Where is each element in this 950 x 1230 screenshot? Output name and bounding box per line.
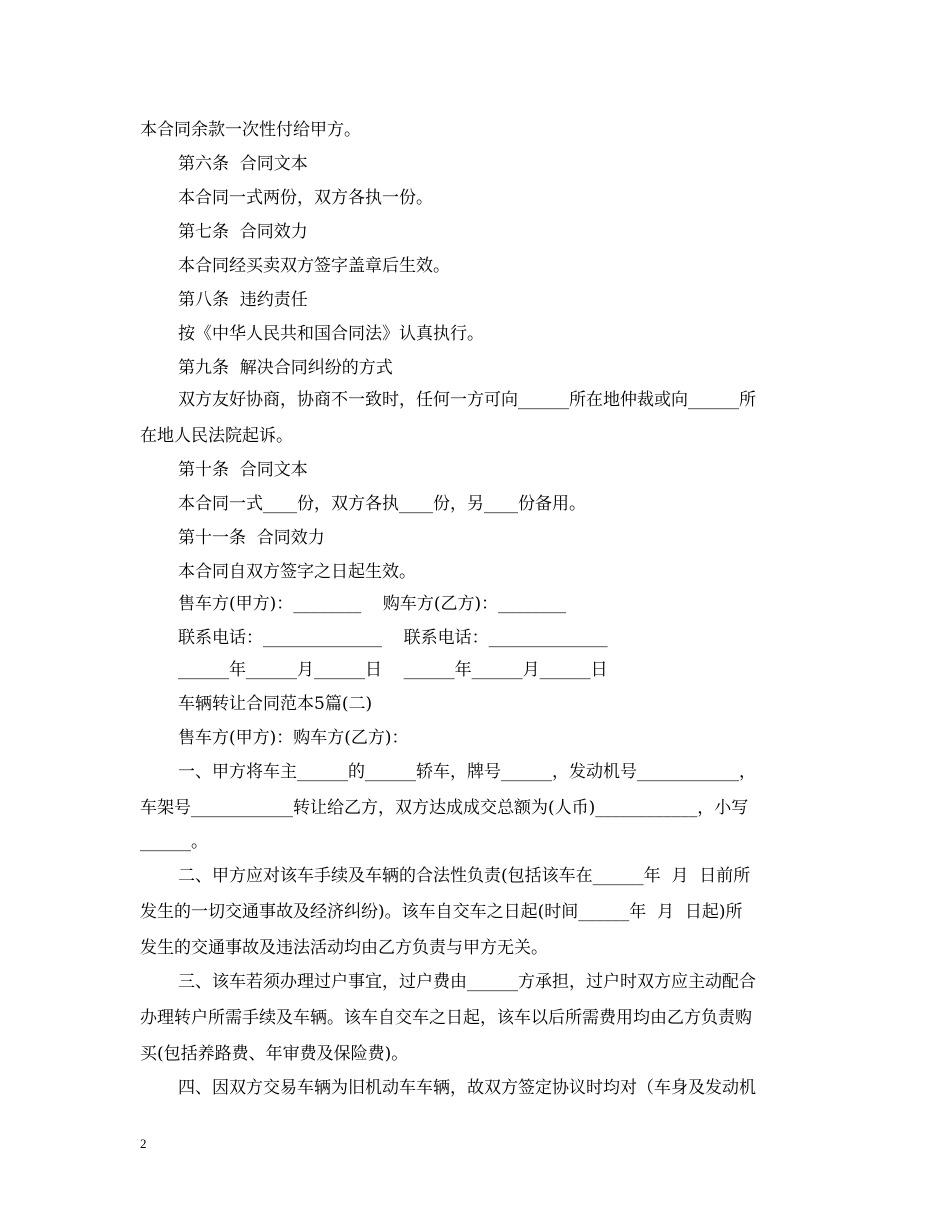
text-line: 买(包括养路费、年审费及保险费)。: [140, 1044, 409, 1064]
page-number: 2: [140, 1136, 147, 1151]
text-line: 本合同一式两份，双方各执一份。: [178, 188, 433, 208]
text-line: 在地人民法院起诉。: [140, 426, 293, 446]
text-line: 办理转户所需手续及车辆。该车自交车之日起，该车以后所需费用均由乙方负责购: [140, 1008, 752, 1028]
text-line: 二、甲方应对该车手续及车辆的合法性负责(包括该车在______年 月 日前所: [178, 866, 751, 886]
text-line: 售车方(甲方)：购车方(乙方)：: [178, 728, 409, 748]
section-title: 车辆转让合同范本5篇(二): [178, 694, 373, 714]
contact-phone-line: 联系电话：______________ 联系电话：______________: [178, 628, 608, 648]
text-line: 四、因双方交易车辆为旧机动车车辆，故双方签定协议时均对（车身及发动机: [178, 1078, 756, 1098]
text-line: 三、该车若须办理过户事宜，过户费由______方承担，过户时双方应主动配合: [178, 972, 756, 992]
date-line: ______年______月______日 ______年______月______日: [178, 660, 608, 680]
text-line: 双方友好协商，协商不一致时，任何一方可向______所在地仲裁或向______所: [178, 390, 756, 410]
article-heading: 第八条 违约责任: [178, 290, 308, 310]
text-line: ______。: [140, 832, 208, 852]
signature-parties-line: 售车方(甲方)：________ 购车方(乙方)：________: [178, 594, 567, 614]
text-line: 本合同余款一次性付给甲方。: [140, 120, 361, 140]
article-heading: 第九条 解决合同纠纷的方式: [178, 358, 393, 378]
text-line: 本合同自双方签字之日起生效。: [178, 562, 416, 582]
text-line: 按《中华人民共和国合同法》认真执行。: [178, 324, 484, 344]
article-heading: 第六条 合同文本: [178, 154, 308, 174]
text-line: 本合同经买卖双方签字盖章后生效。: [178, 256, 450, 276]
text-line: 发生的一切交通事故及经济纠纷)。该车自交车之日起(时间______年 月 日起)所: [140, 902, 743, 922]
article-heading: 第十一条 合同效力: [178, 528, 325, 548]
article-heading: 第七条 合同效力: [178, 222, 308, 242]
text-line: 一、甲方将车主______的______轿车，牌号______，发动机号____________，: [178, 762, 756, 782]
text-line: 车架号____________转让给乙方，双方达成成交总额为(人币)____________，小写: [140, 798, 749, 818]
text-line: 发生的交通事故及违法活动均由乙方负责与甲方无关。: [140, 938, 548, 958]
text-line: 本合同一式____份，双方各执____份，另____份备用。: [178, 494, 586, 514]
article-heading: 第十条 合同文本: [178, 460, 308, 480]
